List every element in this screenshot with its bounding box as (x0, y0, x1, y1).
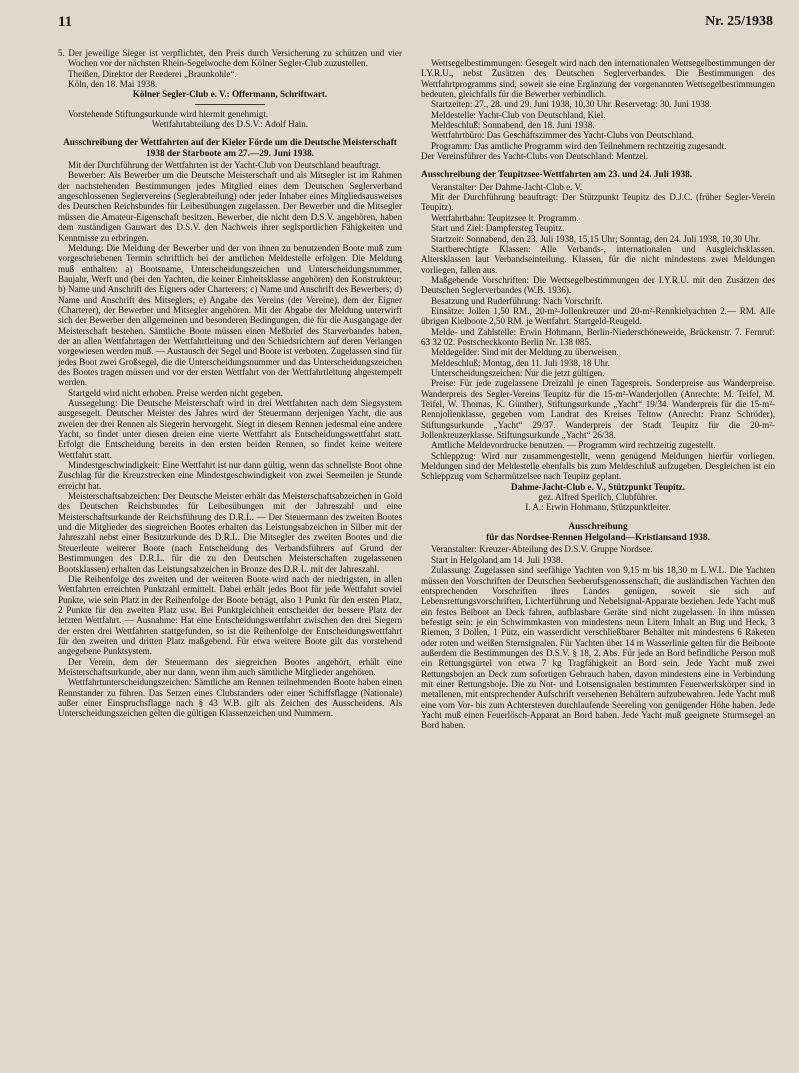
right-column (421, 58, 775, 731)
page-number: 11 (58, 14, 73, 30)
paragraph: Wettfahrtunterscheidungszeichen: Sämtliche am Rennen teilnehmenden Boote haben einen Rennstander zu führen. Das Setzen eines Clubstanders oder einer Schiffsflagge (Nationale) außer einer Einspruchsflagge nach § 43 W.B. gilt als Zeichen des Ausscheidens. Als Unterscheidungszeichen gelten die gültigen Klassenzeichen und Nummern. (58, 677, 402, 719)
signature: I. A.: Erwin Hohmann, Stützpunktleiter. (525, 502, 671, 513)
paragraph: Preise: Für jede zugelassene Dreizahl je einen Tagespreis. Sonderpreise aus Wanderpreise. Wanderpreis des Segler-Vereins Teupitz für die 15-m²-Wanderjollen (Anrechte: M. Teifel, M. Teifel, W. Thomas, K. Günther), Stiftungsurkunde „Yacht“ 19/34. Wanderpreis für die 15-m²-Rennjollenklasse, gegeben vom Landrat des Kreises Teltow (Anrecht: Franz Schröder), Stiftungsurkunde „Yacht“ 29/37. Wanderpreis der Stadt Teupitz für die 20-m²-Jollenkreuzerklasse. Stiftungsurkunde „Yacht“ 26/38. (421, 378, 775, 441)
paragraph: Meldeschluß: Sonnabend, den 18. Juni 1938. (431, 120, 595, 131)
paragraph: Der Verein, dem der Steuermann des siegreichen Bootes angehört, erhält eine Meisterschaftsurkunde, aber nur dann, wenn ihm auch sämtliche Mitglieder angehören. (58, 656, 402, 677)
paragraph: Startzeit: Sonnabend, den 23. Juli 1938, 15,15 Uhr; Sonntag, den 24. Juli 1938, 10,30 Uhr. (431, 233, 761, 244)
page-header (58, 14, 773, 34)
signature: Dahme-Jacht-Club e. V., Stützpunkt Teupitz. (511, 481, 685, 492)
paragraph: Aussegelung: Die Deutsche Meisterschaft wird in drei Wettfahrten nach dem Siegsystem ausgesegelt. Deutscher Meister des Jahres wird der Steuermann derjenigen Yacht, die aus zweien der drei Rennen als Siegerin hervorgeht. Siegt in diesem Rennen jedesmal eine andere Yacht, so findet unter diesen dreien eine vierte Wettfahrt als Entscheidungswettfahrt statt. Erfolgt die Entscheidung bereits in den ersten beiden Rennen, so findet keine weitere Wettfahrt statt. (58, 398, 402, 460)
paragraph: Theißen, Direktor der Reederei „Braunkohle“. (68, 68, 237, 79)
paragraph: Amtliche Meldevordrucke benutzen. — Programm wird rechtzeitig zugestellt. (431, 440, 716, 451)
paragraph: Besatzung und Ruderführung: Nach Vorschrift. (431, 295, 603, 306)
paragraph: Programm: Das amtliche Programm wird den Teilnehmern rechtzeitig zugesandt. (431, 140, 727, 151)
paragraph: Mit der Durchführung beauftragt: Der Stützpunkt Teupitz des D.J.C. (früher Segler-Verein Teupitz). (421, 192, 775, 213)
signature: Der Vereinsführer des Yacht-Clubs von Deutschland: Mentzel. (421, 151, 649, 162)
section-heading: Ausschreibung der Wettfahrten auf der Kieler Förde um die Deutsche Meisterschaft 1938 der Starboote am 27.—29. Juni 1938. (63, 138, 397, 159)
paragraph: 5. Der jeweilige Sieger ist verpflichtet, den Preis durch Versicherung zu schützen und vier Wochen vor der nächsten Rhein-Segelwoche dem Kölner Segler-Club zuzustellen. (58, 48, 402, 69)
paragraph: Veranstalter: Der Dahme-Jacht-Club e. V. (431, 181, 583, 192)
paragraph: Meldegelder: Sind mit der Meldung zu überweisen. (431, 347, 619, 358)
paragraph: Veranstalter: Kreuzer-Abteilung des D.S.V. Gruppe Nordsee. (431, 544, 653, 555)
paragraph: Mindestgeschwindigkeit: Eine Wettfahrt ist nur dann gültig, wenn das schnellste Boot ohne Zuschlag für die Kreuzstrecken eine Mindestgeschwindigkeit von zwei Seemeilen je Stunde erreicht hat. (58, 460, 402, 491)
section-subheading: für das Nordsee-Rennen Helgoland—Kristiansand 1938. (486, 533, 710, 544)
paragraph: Köln, den 18. Mai 1938. (68, 79, 158, 90)
paragraph: Meldung: Die Meldung der Bewerber und der von ihnen zu benutzenden Boote muß zum vorgeschriebenen Termin schriftlich bei der amtlichen Meldestelle erfolgen. Die Meldung muß enthalten: a) Bootsname, Unterscheidungszeichen und Unterscheidungsnummer, Baujahr, Werft und (bei den Yachten, die keiner Einheitsklasse angehören) den Konstrukteur; b) Name und Anschrift des Eigners oder Charterers; c) Name und Anschrift des Bewerbers; d) Name und Anschrift des Mitseglers; e) Angabe des Vereins (der Vereine), dem der Eigner (Charterer), der Bewerber und Mitsegler angehören. Mit der Abgabe der Meldung unterwirft sich der Bewerber den allgemeinen und besonderen Bedingungen, die für die Ausgangage der Meisterschaft bestehen. Sämtliche Boote müssen einen Meßbrief des Starverbandes haben, der an allen Wettfahrtagen der Wettfahrtleitung und den Schiedsrichtern auf deren Verlangen vorgewiesen werden muß. — Austausch der Segel und Boote ist verboten. Zugelassen sind für jedes Boot zwei Großsegel, die die Unterscheidungsnummer und das Unterscheidungszeichen des Bootes tragen müssen und vor der ersten Wettfahrt von der Wettfahrtleitung abgestempelt werden. (58, 242, 402, 388)
paragraph: Zulassung: Zugelassen sind seefähige Yachten von 9,15 m bis 18,30 m L.W.L. Die Yachten müssen den Vorschriften der Deutschen Seeberufsgenossenschaft, die ausländischen Yachten den entsprechenden Vorschriften ihres Landes genügen, soweit sie sich auf Lebensrettungsvorschriften, Lichterführung und Nebelsignal-Apparate beziehen. Jede Yacht muß ein festes Beiboot an Deck fahren, aufblasbare Geräte sind nicht zugelassen. In ihm müssen befestigt sein: je ein Schwimmkasten von mindestens neun Litern Inhalt an Bug und Heck, 3 Riemen, 3 Dollen, 1 Pütz, ein wasserdicht verschließbarer Behälter mit mindestens 6 Raketen oder roten und weißen Sternsignalen. Für Yachten über 14 m Wasserlinie gelten für die Beiboote außerdem die Bestimmungen des D.S.V. § 18, 2. Abs. Für jede an Bord befindliche Person muß ein Rettungsgürtel von etwa 7 kg Tragfähigkeit an Bord sein. Jede Yacht muß zwei Rettungsbojen an Deck zum sofortigen Gebrauch haben, davon mindestens eine in Verbindung mit einer Rettungsboje. Die zu Not- und Lotsensignalen bestimmten Feuerwerkskörper sind in metallenen, mit entsprechender Aufschrift versehenen Behältern aufzubewahren. Jede Yacht muß eine vom Vor- bis zum Achtersteven durchlaufende Seereling von genügender Höhe haben. Jede Yacht muß einen Feuerlösch-Apparat an Bord haben. Jede Yacht muß geeignete Sturmsegel an Bord haben. (421, 565, 775, 731)
paragraph: Meisterschaftsabzeichen: Der Deutsche Meister erhält das Meisterschaftsabzeichen in Gold des Deutschen Reichsbundes für Leibesübungen mit der Jahreszahl und eine Meisterschaftsurkunde der Reichsführung des D.R.L. — Der Steuermann des zweiten Bootes und die Mitglieder des siegreichen Bootes erhalten das Leistungsabzeichen in Silber mit der Jahreszahl nebst einer Besitzurkunde des D.R.L. Die Mitsegler des zweiten Bootes und die Steuerleute weiterer Boote (nach Entscheidung des Verbandsführers auf Grund der Bestimmungen des D.R.L. für die zu den Deutschen Meisterschaften zugelassenen Bootsklassen) erhalten das Leistungsabzeichen in Bronze des D.R.L. mit der Jahreszahl. (58, 491, 402, 574)
paragraph: Bewerber: Als Bewerber um die Deutsche Meisterschaft und als Mitsegler ist im Rahmen der nachstehenden Bestimmungen jedes Mitglied eines dem Deutschen Seglerverband angeschlossenen Seglervereins (Seglerabteilung) oder jeder Inhaber eines Mitgliedsausweises des Deutschen Reichsbundes für Leibesübungen zugelassen. Der Bewerber und die Mitsegler müssen die Amateur-Eigenschaft besitzen. Bewerber, die nicht dem D.S.V. angehören, haben dem zuständigen Gauwart des D.S.V. den Nachweis ihrer seglsportlichen Fähigkeiten und Kenntnisse zu erbringen. (58, 170, 402, 243)
paragraph: Wettfahrtbüro: Das Geschäftszimmer des Yacht-Clubs von Deutschland. (431, 130, 694, 141)
paragraph: Wettsegelbestimmungen: Gesegelt wird nach den internationalen Wettsegelbestimmungen der I.Y.R.U., nebst Zusätzen des Deutschen Seglerverbandes. Die Bestimmungen des Wettfahrtprogramms sind, soweit sie eine Ergänzung der vorgenannten Wettsegelbestimmungen bedeuten, gleichfalls für die Bewerber verbindlich. (421, 58, 775, 100)
paragraph: Wettfahrtbahn: Teupitzsee lt. Programm. (431, 212, 579, 223)
section-heading: Ausschreibung der Teupitzsee-Wettfahrten am 23. und 24. Juli 1938. (421, 170, 693, 181)
signature: gez. Alfred Sperlich, Clubführer. (538, 492, 658, 503)
left-column (58, 48, 402, 719)
paragraph: Vorstehende Stiftungsurkunde wird hiermit genehmigt. (68, 108, 269, 119)
paragraph: Startgeld wird nicht erhoben. Preise werden nicht gegeben. (68, 387, 283, 398)
paragraph: Startberechtigte Klassen: Alle Verbands-, internationalen und Ausgleichsklassen. Altersklassen laut Verbandseinteilung. Klassen, für die nicht mindestens zwei Meldungen vorliegen, fallen aus. (421, 243, 775, 275)
paragraph: Meldeschluß: Montag, den 11. Juli 1938, 18 Uhr. (431, 357, 610, 368)
paragraph: Meldestelle: Yacht-Club von Deutschland, Kiel. (431, 109, 606, 120)
paragraph: Die Reihenfolge des zweiten und der weiteren Boote wird nach der niedrigsten, in allen Wettfahrten erreichten Punktzahl ermittelt. Dabei erhält jedes Boot für jede Wettfahrt soviel Punkte, wie sein Platz in der Reihenfolge der Boote beträgt, also 1 Punkt für den ersten Platz, 2 Punkte für den zweiten Platz usw. Bei Punktgleichheit entscheidet der bessere Platz der letzten Wettfahrt. — Ausnahme: Hat eine Entscheidungswettfahrt zwischen den drei Siegern der ersten drei Wettfahrten stattgefunden, so ist die Reihenfolge der Entscheidungswettfahrt für den zweiten und dritten Platz maßgebend. Für etwa weitere Boote gilt das vorstehend angegebene Punktsystem. (58, 573, 402, 657)
divider (195, 104, 265, 105)
paragraph: Einsätze: Jollen 1,50 RM., 20-m²-Jollenkreuzer und 20-m²-Rennkielyachten 2.— RM. Alle übrigen Kielboote 2,50 RM. je Wettfahrt. Startgeld-Reugeld. (421, 305, 775, 327)
paragraph: Start und Ziel: Dampfersteg Teupitz. (431, 223, 565, 234)
paragraph: Melde- und Zahlstelle: Erwin Hohmann, Berlin-Niederschöneweide, Brückenstr. 7. Fernruf: 63 32 02. Postscheckkonto Berlin Nr. 138 085. (421, 326, 775, 347)
paragraph: Startzeiten: 27., 28. und 29. Juni 1938, 10,30 Uhr. Reservetag: 30. Juni 1938. (431, 99, 712, 110)
section-heading: Ausschreibung (568, 521, 628, 532)
issue-number: Nr. 25/1938 (705, 14, 773, 29)
paragraph: Start in Helgoland am 14. Juli 1938. (431, 554, 563, 565)
paragraph: Schleppzug: Wird nur zusammengestellt, wenn genügend Meldungen hierfür vorliegen. Meldungen sind der Meldestelle ebenfalls bis zum Meldeschluß aufzugeben. Desgleichen ist ein Schleppzug vom Scharmützelsee nach Teupitz geplant. (421, 450, 775, 482)
signature: Kölner Segler-Club e. V.: Offermann, Schriftwart. (132, 89, 328, 100)
paragraph: Mit der Durchführung der Wettfahrten ist der Yacht-Club von Deutschland beauftragt. (68, 160, 381, 171)
signature: Wettfahrtabteilung des D.S.V.: Adolf Hain. (151, 119, 309, 130)
paragraph: Unterscheidungszeichen: Nur die jetzt gültigen. (431, 367, 605, 378)
paragraph: Maßgebende Vorschriften: Die Wettsegelbestimmungen der I.Y.R.U. mit den Zusätzen des Deutschen Seglerverbandes (W.B. 1936). (421, 274, 775, 296)
